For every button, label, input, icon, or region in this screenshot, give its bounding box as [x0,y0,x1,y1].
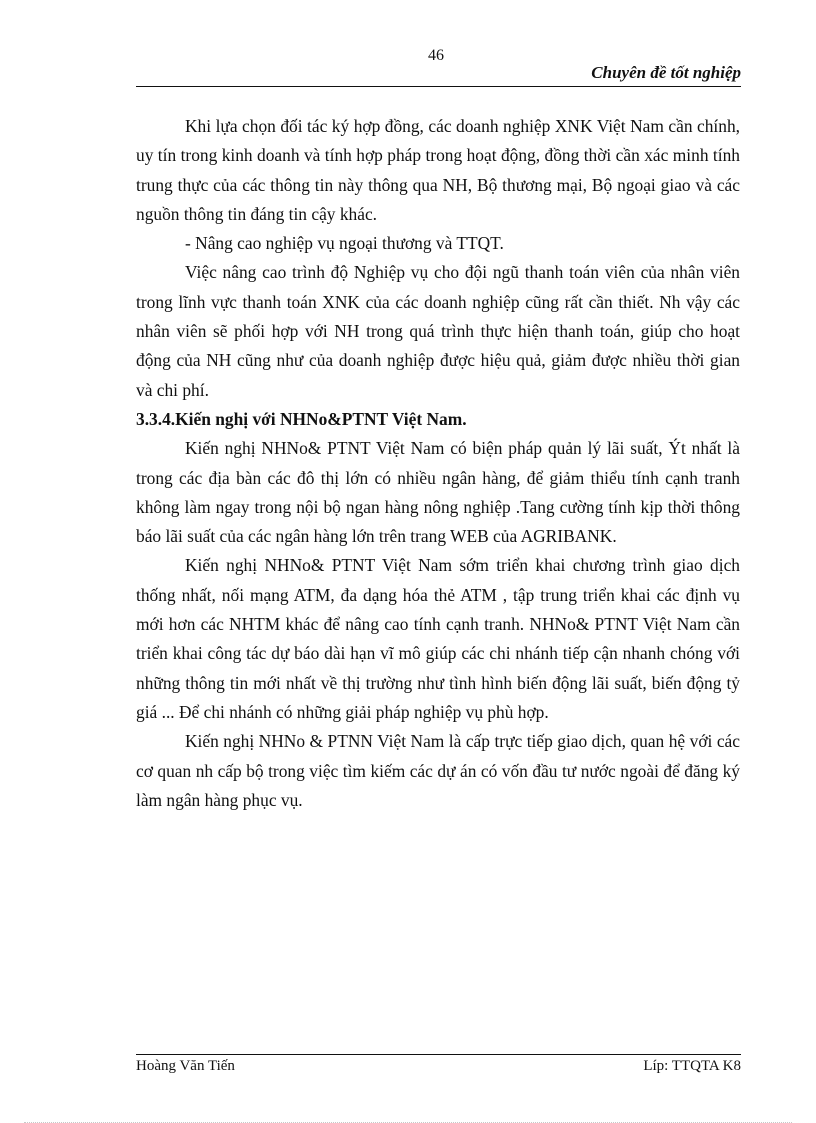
header-rule [136,86,741,87]
document-header-title: Chuyên đề tốt nghiệp [591,63,741,82]
section-paragraph: Kiến nghị NHNo& PTNT Việt Nam có biện pháp quản lý lãi suất, Ýt nhất là trong các địa bàn các đô thị lớn có nhiều ngân hàng, để giảm thiểu tính cạnh tranh không làm ngay trong nội bộ ngan hàng nông nghiệp .Tang cường tính kịp thời thông báo lãi suất của các ngân hàng lớn trên trang WEB của AGRIBANK. [136,438,740,547]
footer-author: Hoàng Văn Tiến [136,1058,235,1074]
footer-rule [136,1054,741,1055]
footer-class: Líp: TTQTA K8 [643,1058,741,1074]
section-paragraph: Kiến nghị NHNo & PTNN Việt Nam là cấp trực tiếp giao dịch, quan hệ với các cơ quan nh cấp bộ trong việc tìm kiếm các dự án có vốn đầu tư nước ngoài để đăng ký làm ngân hàng phục vụ. [136,731,740,810]
bullet-paragraph: - Nâng cao nghiệp vụ ngoại thương và TTQT. [185,233,504,254]
page-number: 46 [428,47,444,64]
body-paragraph: Việc nâng cao trình độ Nghiệp vụ cho đội ngũ thanh toán viên của nhân viên trong lĩnh vực thanh toán XNK của các doanh nghiệp cũng rất cần thiết. Nh vậy các nhân viên sẽ phối hợp với NH trong quá trình thực hiện thanh toán, giúp cho hoạt động của NH cũng như của doanh nghiệp được hiệu quả, giảm được nhiều thời gian và chi phí. [136,262,740,400]
body-paragraph: Khi lựa chọn đối tác ký hợp đồng, các doanh nghiệp XNK Việt Nam cần chính, uy tín trong kinh doanh và tính hợp pháp trong hoạt động, đồng thời cần xác minh tính trung thực của các thông tin này thông qua NH, Bộ thương mại, Bộ ngoại giao và các nguồn thông tin đáng tin cậy khác. [136,116,740,224]
section-heading: 3.3.4.Kiến nghị với NHNo&PTNT Việt Nam. [136,408,467,429]
document-body [136,112,740,815]
section-paragraph: Kiến nghị NHNo& PTNT Việt Nam sớm triển khai chương trình giao dịch thống nhất, nối mạng ATM, đa dạng hóa thẻ ATM , tập trung triển khai các định vụ mới hơn các NHTM khác để nâng cao tính cạnh tranh. NHNo& PTNT Việt Nam cần triển khai công tác dự báo dài hạn vĩ mô giúp các chi nhánh tiếp cận nhanh chóng với những thông tin mới nhất về thị trường như tình hình biến động lãi suất, biến động tỷ giá ... Để chi nhánh có những giải pháp nghiệp vụ phù hợp. [136,555,740,722]
